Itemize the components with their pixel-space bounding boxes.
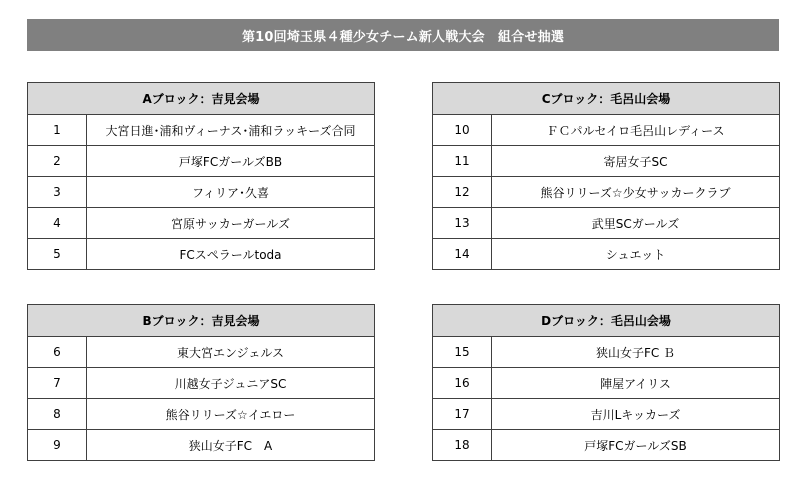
team-number: 8 <box>28 399 87 430</box>
table-row <box>433 337 780 368</box>
team-number: 18 <box>433 430 492 461</box>
team-number: 12 <box>433 177 492 208</box>
table-row <box>433 177 780 208</box>
team-name: 熊谷リリーズ☆少女サッカークラブ <box>492 177 780 208</box>
team-name: 狭山女子FC Ｂ <box>492 337 780 368</box>
team-name: 戸塚FCガールズSB <box>492 430 780 461</box>
table-row <box>433 430 780 461</box>
block-d-table <box>432 304 780 461</box>
team-name: ＦＣパルセイロ毛呂山レディース <box>492 115 780 146</box>
team-number: 3 <box>28 177 87 208</box>
block-d-header: Dブロック：毛呂山会場 <box>433 305 780 337</box>
table-row <box>28 368 375 399</box>
team-number: 9 <box>28 430 87 461</box>
table-row <box>28 430 375 461</box>
table-row <box>433 146 780 177</box>
team-name: 武里SCガールズ <box>492 208 780 239</box>
team-number: 6 <box>28 337 87 368</box>
table-row <box>433 208 780 239</box>
team-number: 2 <box>28 146 87 177</box>
team-name: 陣屋アイリス <box>492 368 780 399</box>
team-name: FCスペラールtoda <box>87 239 375 270</box>
team-number: 7 <box>28 368 87 399</box>
team-name: 川越女子ジュニアSC <box>87 368 375 399</box>
table-row <box>28 115 375 146</box>
table-row <box>433 239 780 270</box>
team-name: 戸塚FCガールズBB <box>87 146 375 177</box>
table-row <box>28 399 375 430</box>
table-row <box>433 115 780 146</box>
team-number: 14 <box>433 239 492 270</box>
team-number: 15 <box>433 337 492 368</box>
block-b-table <box>27 304 375 461</box>
team-number: 5 <box>28 239 87 270</box>
team-name: 寄居女子SC <box>492 146 780 177</box>
block-b-header: Bブロック：吉見会場 <box>28 305 375 337</box>
block-a-table <box>27 82 375 270</box>
team-name: 吉川Lキッカーズ <box>492 399 780 430</box>
table-row <box>28 208 375 239</box>
table-row <box>433 399 780 430</box>
table-row <box>28 239 375 270</box>
table-row <box>433 368 780 399</box>
team-name: シュエット <box>492 239 780 270</box>
team-number: 4 <box>28 208 87 239</box>
team-number: 1 <box>28 115 87 146</box>
team-name: フィリア･久喜 <box>87 177 375 208</box>
block-c-header: Cブロック：毛呂山会場 <box>433 83 780 115</box>
team-number: 11 <box>433 146 492 177</box>
table-row <box>28 337 375 368</box>
team-number: 17 <box>433 399 492 430</box>
team-name: 大宮日進･浦和ヴィーナス･浦和ラッキーズ合同 <box>87 115 375 146</box>
block-c-table <box>432 82 780 270</box>
page-title: 第10回埼玉県４種少女チーム新人戦大会 組合せ抽選 <box>27 19 779 51</box>
table-row <box>28 146 375 177</box>
table-row <box>28 177 375 208</box>
team-number: 16 <box>433 368 492 399</box>
team-number: 10 <box>433 115 492 146</box>
team-name: 熊谷リリーズ☆イエロー <box>87 399 375 430</box>
team-name: 狭山女子FC A <box>87 430 375 461</box>
team-name: 宮原サッカーガールズ <box>87 208 375 239</box>
team-number: 13 <box>433 208 492 239</box>
team-name: 東大宮エンジェルス <box>87 337 375 368</box>
block-a-header: Aブロック：吉見会場 <box>28 83 375 115</box>
